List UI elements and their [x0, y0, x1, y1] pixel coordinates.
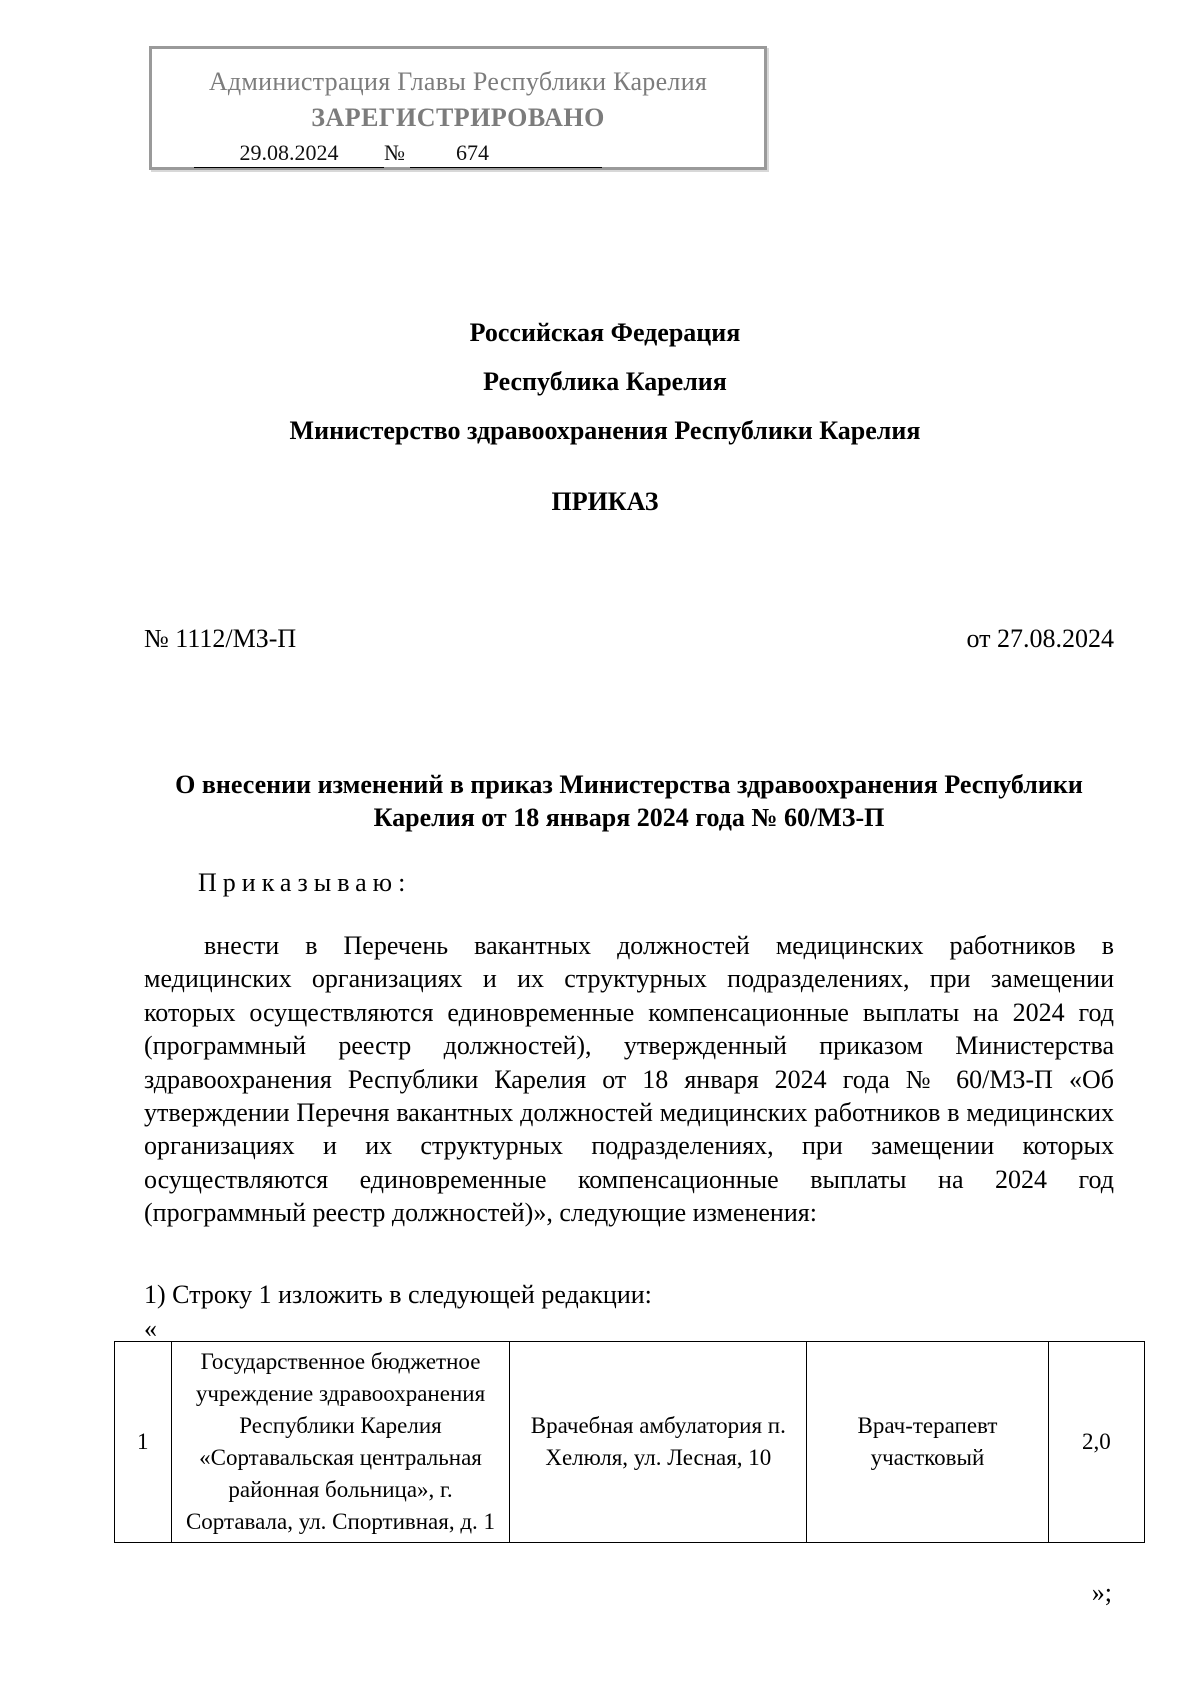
table-row	[115, 1342, 1145, 1543]
order-date: от 27.08.2024	[966, 624, 1114, 653]
stamp-number: 674	[410, 140, 602, 168]
stamp-status: ЗАРЕГИСТРИРОВАНО	[311, 103, 605, 132]
cell-position: Врач-терапевт участковый	[807, 1342, 1048, 1543]
stamp-number-sign: №	[384, 140, 405, 165]
quote-close: »;	[1091, 1578, 1112, 1607]
cell-organization: Государственное бюджетное учреждение здравоохранения Республики Карелия «Сортавальская центральная районная больница», г. Сортавала, ул. Спортивная, д. 1	[171, 1342, 510, 1543]
registration-stamp	[149, 46, 767, 170]
order-number: № 1112/МЗ-П	[144, 624, 297, 653]
decree-word: Приказываю:	[198, 868, 412, 897]
document-title: О внесении изменений в приказ Министерства здравоохранения Республики Карелия от 18 января 2024 года № 60/МЗ-П	[175, 770, 1083, 832]
stamp-registration-line	[194, 140, 750, 170]
cell-index: 1	[115, 1342, 172, 1543]
header-ministry: Министерство здравоохранения Республики Карелия	[289, 416, 921, 445]
stamp-organization: Администрация Главы Республики Карелия	[208, 67, 708, 96]
body-paragraph: внести в Перечень вакантных должностей медицинских работников в медицинских организациях и их структурных подразделениях, при замещении которых осуществляются единовременные компенсационные выплаты на 2024 год (программный реестр должностей), утвержденный приказом Министерства здравоохранения Республики Карелия от 18 января 2024 года № 60/МЗ-П «Об утверждении Перечня вакантных должностей медицинских работников в медицинских организациях и их структурных подразделениях, при замещении которых осуществляются единовременные компенсационные выплаты на 2024 год (программный реестр должностей)», следующие изменения:	[144, 931, 1114, 1228]
item-intro: 1) Строку 1 изложить в следующей редакции:	[144, 1280, 652, 1309]
header-republic: Республика Карелия	[483, 367, 727, 396]
cell-subdivision: Врачебная амбулатория п. Хелюля, ул. Лесная, 10	[510, 1342, 807, 1543]
stamp-date: 29.08.2024	[194, 140, 384, 168]
quote-open: «	[144, 1314, 157, 1343]
document-type: ПРИКАЗ	[551, 487, 659, 516]
amended-row-table	[114, 1341, 1145, 1543]
cell-count: 2,0	[1048, 1342, 1144, 1543]
header-country: Российская Федерация	[469, 318, 741, 347]
